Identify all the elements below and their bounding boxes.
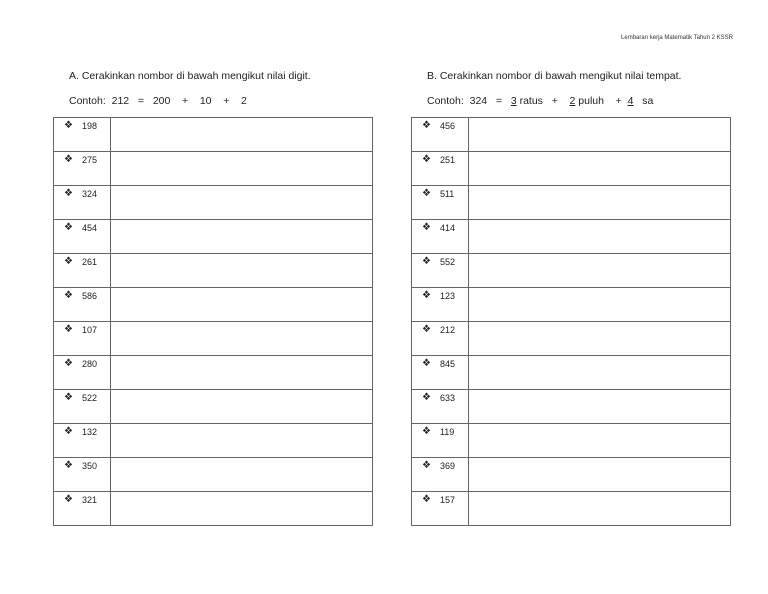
number-label bbox=[412, 424, 468, 437]
table-row bbox=[54, 152, 373, 186]
number-label bbox=[54, 288, 110, 301]
plus-sign: + bbox=[551, 95, 558, 107]
section-b-number-cell bbox=[412, 288, 469, 322]
diamond-bullet-icon: ❖ bbox=[64, 120, 73, 131]
example-tens-word: puluh bbox=[578, 95, 604, 107]
number-value: 522 bbox=[81, 393, 97, 403]
table-row bbox=[54, 492, 373, 526]
number-label bbox=[54, 424, 110, 437]
section-b-number-cell bbox=[412, 254, 469, 288]
example-hundreds-digit: 3 bbox=[510, 95, 517, 107]
section-a-answer-cell[interactable] bbox=[110, 220, 372, 254]
diamond-bullet-icon: ❖ bbox=[422, 154, 431, 165]
table-row bbox=[412, 186, 731, 220]
section-a-answer-cell[interactable] bbox=[110, 186, 372, 220]
table-row bbox=[412, 118, 731, 152]
number-label bbox=[412, 186, 468, 199]
diamond-bullet-icon: ❖ bbox=[64, 392, 73, 403]
number-value: 845 bbox=[439, 359, 455, 369]
table-row bbox=[412, 390, 731, 424]
number-label bbox=[54, 118, 110, 131]
table-row bbox=[54, 118, 373, 152]
number-label bbox=[412, 152, 468, 165]
number-label bbox=[54, 152, 110, 165]
section-b-answer-cell[interactable] bbox=[468, 356, 730, 390]
section-a-number-cell bbox=[54, 254, 111, 288]
number-value: 456 bbox=[439, 121, 455, 131]
table-row bbox=[54, 220, 373, 254]
number-value: 132 bbox=[81, 427, 97, 437]
diamond-bullet-icon: ❖ bbox=[64, 324, 73, 335]
section-b-answer-cell[interactable] bbox=[468, 424, 730, 458]
table-row bbox=[54, 390, 373, 424]
section-b-example bbox=[427, 95, 653, 107]
number-value: 119 bbox=[439, 427, 455, 437]
table-row bbox=[412, 322, 731, 356]
section-a-answer-cell[interactable] bbox=[110, 492, 372, 526]
section-b-answer-cell[interactable] bbox=[468, 288, 730, 322]
number-value: 586 bbox=[81, 291, 97, 301]
section-b-answer-cell[interactable] bbox=[468, 220, 730, 254]
section-a-number-cell bbox=[54, 322, 111, 356]
diamond-bullet-icon: ❖ bbox=[64, 494, 73, 505]
number-label bbox=[412, 356, 468, 369]
section-b-number-cell bbox=[412, 186, 469, 220]
table-row bbox=[54, 458, 373, 492]
diamond-bullet-icon: ❖ bbox=[422, 324, 431, 335]
number-value: 454 bbox=[81, 223, 97, 233]
section-b-answer-cell[interactable] bbox=[468, 492, 730, 526]
diamond-bullet-icon: ❖ bbox=[422, 494, 431, 505]
number-label bbox=[54, 322, 110, 335]
diamond-bullet-icon: ❖ bbox=[64, 222, 73, 233]
section-a-answer-cell[interactable] bbox=[110, 322, 372, 356]
diamond-bullet-icon: ❖ bbox=[422, 256, 431, 267]
number-label bbox=[412, 254, 468, 267]
number-value: 321 bbox=[81, 495, 97, 505]
diamond-bullet-icon: ❖ bbox=[422, 120, 431, 131]
number-value: 212 bbox=[439, 325, 455, 335]
diamond-bullet-icon: ❖ bbox=[64, 358, 73, 369]
section-b-number-cell bbox=[412, 390, 469, 424]
number-value: 157 bbox=[439, 495, 455, 505]
section-a-number-cell bbox=[54, 118, 111, 152]
table-row bbox=[54, 254, 373, 288]
section-a-number-cell bbox=[54, 288, 111, 322]
number-label bbox=[54, 356, 110, 369]
number-value: 324 bbox=[81, 189, 97, 199]
section-b-number-cell bbox=[412, 356, 469, 390]
section-b-table bbox=[411, 117, 731, 526]
example-ones: 2 bbox=[241, 95, 247, 107]
number-value: 123 bbox=[439, 291, 455, 301]
diamond-bullet-icon: ❖ bbox=[64, 290, 73, 301]
example-ones-digit: 4 bbox=[627, 95, 634, 107]
number-label bbox=[412, 322, 468, 335]
section-b-number-cell bbox=[412, 492, 469, 526]
example-number: 324 bbox=[469, 95, 488, 107]
section-b-answer-cell[interactable] bbox=[468, 322, 730, 356]
equals-sign: = bbox=[495, 95, 503, 107]
number-label bbox=[412, 390, 468, 403]
number-label bbox=[412, 220, 468, 233]
diamond-bullet-icon: ❖ bbox=[422, 392, 431, 403]
number-label bbox=[412, 118, 468, 131]
number-label bbox=[412, 492, 468, 505]
table-row bbox=[412, 220, 731, 254]
section-a-answer-cell[interactable] bbox=[110, 390, 372, 424]
plus-sign: + bbox=[182, 95, 189, 107]
diamond-bullet-icon: ❖ bbox=[422, 290, 431, 301]
number-label bbox=[54, 186, 110, 199]
section-a-answer-cell[interactable] bbox=[110, 118, 372, 152]
number-value: 107 bbox=[81, 325, 97, 335]
number-value: 511 bbox=[439, 189, 455, 199]
diamond-bullet-icon: ❖ bbox=[64, 256, 73, 267]
number-label bbox=[54, 254, 110, 267]
number-label bbox=[54, 492, 110, 505]
section-a-number-cell bbox=[54, 152, 111, 186]
section-a-answer-cell[interactable] bbox=[110, 254, 372, 288]
number-label bbox=[54, 390, 110, 403]
diamond-bullet-icon: ❖ bbox=[422, 358, 431, 369]
number-value: 251 bbox=[439, 155, 455, 165]
equals-sign: = bbox=[137, 95, 145, 107]
section-b-number-cell bbox=[412, 220, 469, 254]
section-b-number-cell bbox=[412, 118, 469, 152]
table-row bbox=[54, 424, 373, 458]
table-row bbox=[412, 288, 731, 322]
diamond-bullet-icon: ❖ bbox=[422, 426, 431, 437]
section-b-number-cell bbox=[412, 152, 469, 186]
section-b-answer-cell[interactable] bbox=[468, 458, 730, 492]
section-a-number-cell bbox=[54, 492, 111, 526]
number-value: 414 bbox=[439, 223, 455, 233]
section-a-answer-cell[interactable] bbox=[110, 152, 372, 186]
section-b-answer-cell[interactable] bbox=[468, 254, 730, 288]
table-row bbox=[412, 152, 731, 186]
number-label bbox=[412, 288, 468, 301]
table-row bbox=[412, 458, 731, 492]
number-label bbox=[54, 220, 110, 233]
example-number: 212 bbox=[111, 95, 130, 107]
number-value: 552 bbox=[439, 257, 455, 267]
table-row bbox=[54, 288, 373, 322]
number-value: 633 bbox=[439, 393, 455, 403]
table-row bbox=[54, 186, 373, 220]
number-label bbox=[412, 458, 468, 471]
section-a-number-cell bbox=[54, 390, 111, 424]
table-row bbox=[54, 356, 373, 390]
example-hundreds: 200 bbox=[152, 95, 171, 107]
section-b-number-cell bbox=[412, 424, 469, 458]
section-a-answer-cell[interactable] bbox=[110, 288, 372, 322]
number-label bbox=[54, 458, 110, 471]
section-a-number-cell bbox=[54, 356, 111, 390]
diamond-bullet-icon: ❖ bbox=[422, 460, 431, 471]
number-value: 275 bbox=[81, 155, 97, 165]
table-row bbox=[412, 356, 731, 390]
number-value: 280 bbox=[81, 359, 97, 369]
section-a-number-cell bbox=[54, 220, 111, 254]
section-a-number-cell bbox=[54, 458, 111, 492]
diamond-bullet-icon: ❖ bbox=[422, 188, 431, 199]
worksheet-header-note: Lembaran kerja Matematik Tahun 2 KSSR bbox=[621, 35, 733, 41]
section-b-answer-cell[interactable] bbox=[468, 152, 730, 186]
example-label: Contoh: bbox=[69, 95, 106, 107]
section-b-answer-cell[interactable] bbox=[468, 186, 730, 220]
diamond-bullet-icon: ❖ bbox=[64, 426, 73, 437]
section-a-table bbox=[53, 117, 373, 526]
diamond-bullet-icon: ❖ bbox=[64, 460, 73, 471]
section-b-answer-cell[interactable] bbox=[468, 390, 730, 424]
section-a-answer-cell[interactable] bbox=[110, 458, 372, 492]
section-a-number-cell bbox=[54, 186, 111, 220]
section-a-heading: A. Cerakinkan nombor di bawah mengikut nilai digit. bbox=[69, 70, 311, 82]
table-row bbox=[412, 424, 731, 458]
section-b-heading: B. Cerakinkan nombor di bawah mengikut nilai tempat. bbox=[427, 70, 682, 82]
example-tens-digit: 2 bbox=[569, 95, 576, 107]
section-a-answer-cell[interactable] bbox=[110, 424, 372, 458]
section-b-number-cell bbox=[412, 322, 469, 356]
example-label: Contoh: bbox=[427, 95, 464, 107]
diamond-bullet-icon: ❖ bbox=[64, 188, 73, 199]
table-row bbox=[412, 254, 731, 288]
example-hundreds-word: ratus bbox=[519, 95, 543, 107]
example-ones-word: sa bbox=[642, 95, 654, 107]
section-b-answer-cell[interactable] bbox=[468, 118, 730, 152]
number-value: 198 bbox=[81, 121, 97, 131]
plus-sign: + bbox=[615, 95, 622, 107]
section-a-example bbox=[69, 95, 247, 107]
section-a-number-cell bbox=[54, 424, 111, 458]
number-value: 369 bbox=[439, 461, 455, 471]
number-value: 350 bbox=[81, 461, 97, 471]
number-value: 261 bbox=[81, 257, 97, 267]
plus-sign: + bbox=[223, 95, 230, 107]
example-tens: 10 bbox=[199, 95, 212, 107]
section-b-number-cell bbox=[412, 458, 469, 492]
diamond-bullet-icon: ❖ bbox=[422, 222, 431, 233]
diamond-bullet-icon: ❖ bbox=[64, 154, 73, 165]
table-row bbox=[54, 322, 373, 356]
table-row bbox=[412, 492, 731, 526]
section-a-answer-cell[interactable] bbox=[110, 356, 372, 390]
